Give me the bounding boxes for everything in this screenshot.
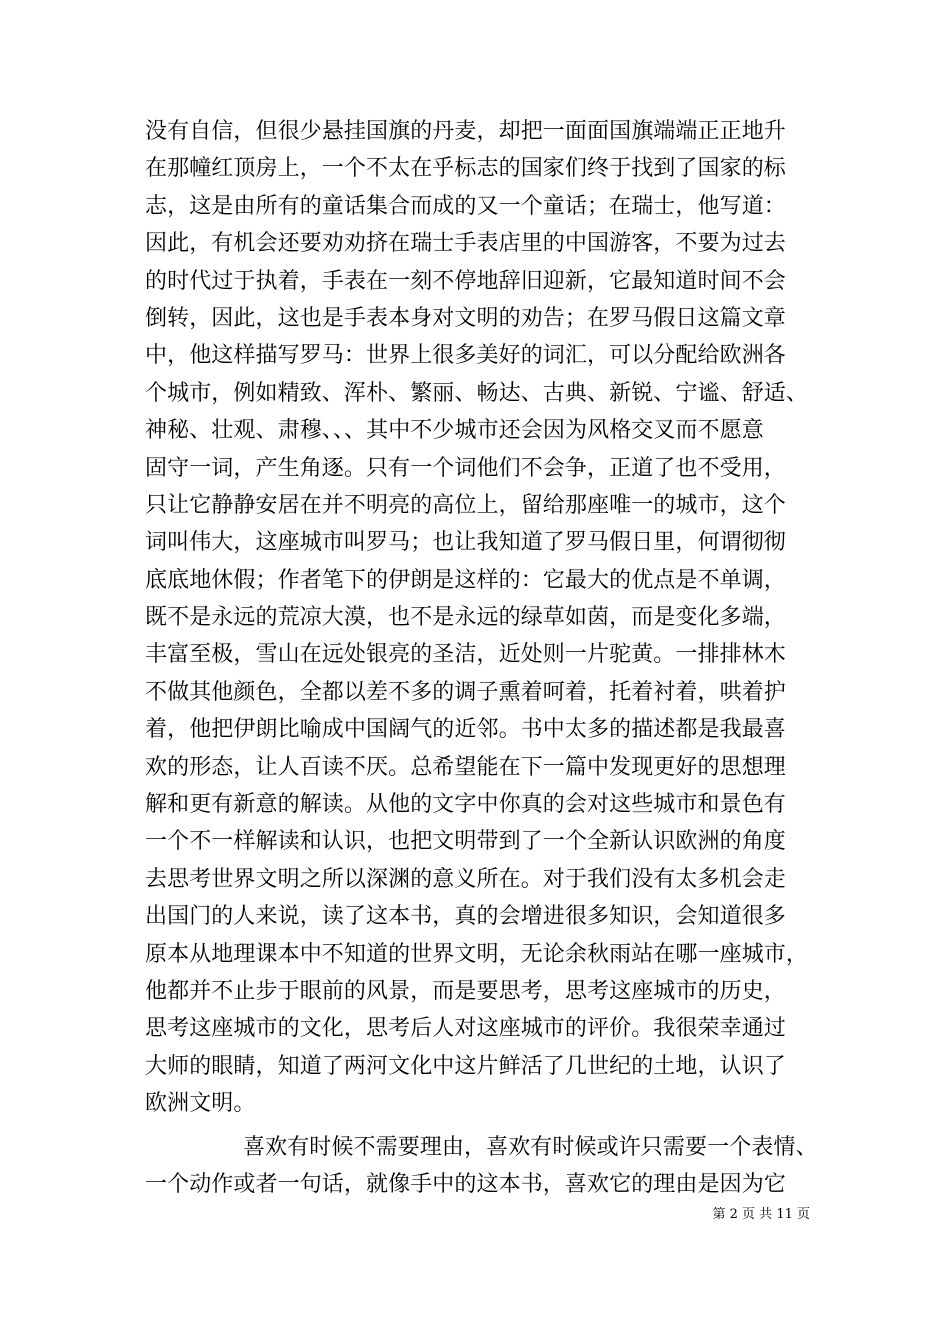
text-line: 着，他把伊朗比喻成中国阔气的近邻。书中太多的描述都是我最喜 <box>145 717 786 743</box>
text-line: 在那幢红顶房上，一个不太在乎标志的国家们终于找到了国家的标 <box>145 156 786 182</box>
text-line: 思考这座城市的文化，思考后人对这座城市的评价。我很荣幸通过 <box>145 1016 786 1042</box>
text-line: 只让它静静安居在并不明亮的高位上，留给那座唯一的城市，这个 <box>145 492 786 518</box>
text-line-indented: 喜欢有时候不需要理由，喜欢有时候或许只需要一个表情、 <box>243 1134 818 1160</box>
text-line: 个城市，例如精致、浑朴、繁丽、畅达、古典、新锐、宁谧、舒适、 <box>145 380 809 406</box>
text-line: 中，他这样描写罗马：世界上很多美好的词汇，可以分配给欧洲各 <box>145 343 786 369</box>
text-line: 去思考世界文明之所以深渊的意义所在。对于我们没有太多机会走 <box>145 866 786 892</box>
text-line: 一个不一样解读和认识，也把文明带到了一个全新认识欧洲的角度 <box>145 829 786 855</box>
text-line: 词叫伟大，这座城市叫罗马；也让我知道了罗马假日里，何谓彻彻 <box>145 530 786 556</box>
paragraph-1 <box>145 113 815 1123</box>
text-line: 因此，有机会还要劝劝挤在瑞士手表店里的中国游客，不要为过去 <box>145 231 786 257</box>
text-line: 没有自信，但很少悬挂国旗的丹麦，却把一面面国旗端端正正地升 <box>145 119 786 144</box>
text-line: 底底地休假；作者笔下的伊朗是这样的：它最大的优点是不单调， <box>145 567 786 593</box>
text-line: 神秘、壮观、肃穆、、、其中不少城市还会因为风格交叉而不愿意 <box>145 418 764 444</box>
text-line: 解和更有新意的解读。从他的文字中你真的会对这些城市和景色有 <box>145 792 786 818</box>
text-line: 固守一词，产生角逐。只有一个词他们不会争，正道了也不受用， <box>145 455 786 481</box>
text-line: 既不是永远的荒凉大漠，也不是永远的绿草如茵，而是变化多端， <box>145 605 786 631</box>
text-line: 倒转，因此，这也是手表本身对文明的劝告；在罗马假日这篇文章 <box>145 305 786 331</box>
text-line: 丰富至极，雪山在远处银亮的圣洁，近处则一片驼黄。一排排林木 <box>145 642 786 668</box>
body-text <box>145 113 818 1203</box>
text-line: 出国门的人来说，读了这本书，真的会增进很多知识，会知道很多 <box>145 904 786 930</box>
text-line: 原本从地理课本中不知道的世界文明，无论余秋雨站在哪一座城市， <box>145 941 809 967</box>
text-line: 他都并不止步于眼前的风景，而是要思考，思考这座城市的历史， <box>145 978 786 1004</box>
text-line: 欧洲文明。 <box>145 1091 256 1117</box>
text-line: 欢的形态，让人百读不厌。总希望能在下一篇中发现更好的思想理 <box>145 754 786 780</box>
text-line: 不做其他颜色，全都以差不多的调子熏着呵着，托着衬着，哄着护 <box>145 679 786 705</box>
text-line: 的时代过于执着，手表在一刻不停地辞旧迎新，它最知道时间不会 <box>145 268 786 294</box>
text-line: 一个动作或者一句话，就像手中的这本书，喜欢它的理由是因为它 <box>145 1171 786 1197</box>
page-number-footer: 第 2 页 共 11 页 <box>712 1207 810 1222</box>
text-line: 大师的眼睛，知道了两河文化中这片鲜活了几世纪的土地，认识了 <box>145 1053 786 1079</box>
paragraph-2 <box>145 1129 818 1204</box>
text-line: 志，这是由所有的童话集合而成的又一个童话；在瑞士，他写道： <box>145 193 786 219</box>
